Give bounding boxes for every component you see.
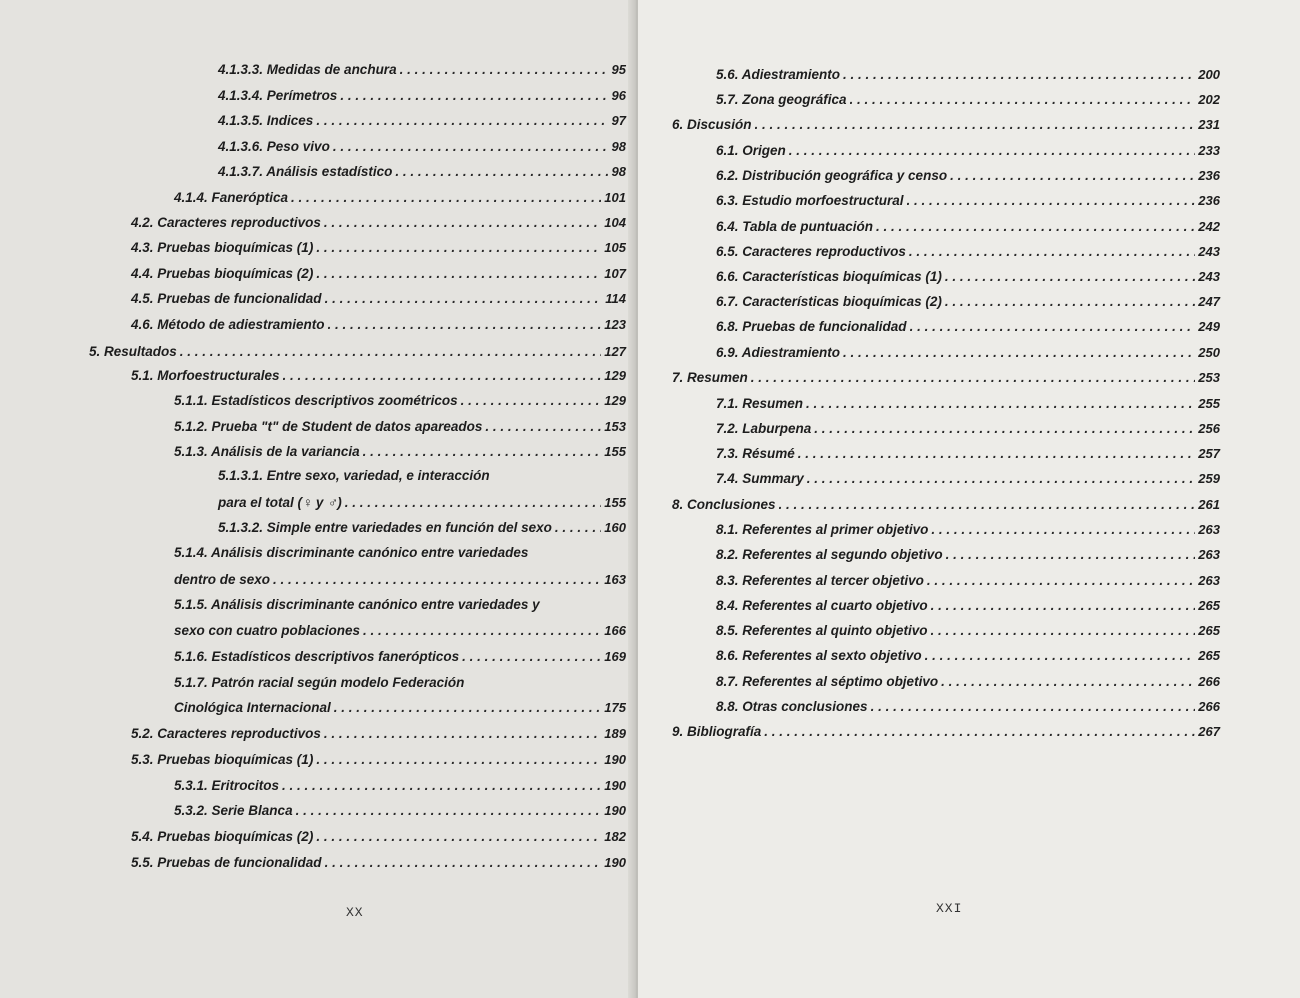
toc-entry[interactable] bbox=[218, 520, 626, 540]
toc-entry-label: 5.1.3.2. Simple entre variedades en función del sexo bbox=[218, 520, 552, 535]
toc-entry-label: 6.6. Características bioquímicas (1) bbox=[716, 269, 942, 284]
toc-entry-label: 8.8. Otras conclusiones bbox=[716, 699, 868, 714]
toc-entry-label: 5.5. Pruebas de funcionalidad bbox=[131, 855, 322, 870]
toc-entry-page: 242 bbox=[1198, 219, 1220, 234]
toc-entry-page: 166 bbox=[604, 623, 626, 638]
toc-entry[interactable] bbox=[174, 393, 626, 413]
toc-entry-page: 249 bbox=[1198, 319, 1220, 334]
toc-entry[interactable] bbox=[716, 219, 1220, 239]
toc-entry[interactable] bbox=[131, 266, 626, 286]
leader-dots bbox=[876, 219, 1195, 234]
toc-entry[interactable] bbox=[131, 829, 626, 849]
leader-dots bbox=[555, 520, 601, 535]
toc-entry-page: 114 bbox=[605, 291, 626, 306]
toc-entry-page: 123 bbox=[604, 317, 626, 332]
toc-entry[interactable] bbox=[716, 168, 1220, 188]
leader-dots bbox=[316, 240, 601, 255]
toc-entry-label: 4.1.3.4. Perímetros bbox=[218, 88, 338, 103]
leader-dots bbox=[333, 139, 609, 154]
toc-entry-page: 153 bbox=[604, 419, 626, 434]
toc-entry-label: 6.2. Distribución geográfica y censo bbox=[716, 168, 948, 183]
leader-dots bbox=[363, 623, 601, 638]
toc-entry[interactable] bbox=[716, 446, 1220, 466]
leader-dots bbox=[909, 244, 1195, 259]
toc-entry-page: 97 bbox=[611, 113, 626, 128]
toc-entry-label: 8.1. Referentes al primer objetivo bbox=[716, 522, 929, 537]
toc-entry-page: 247 bbox=[1198, 294, 1220, 309]
left-page bbox=[0, 0, 636, 998]
toc-entry-page: 243 bbox=[1198, 244, 1220, 259]
toc-entry[interactable] bbox=[716, 269, 1220, 289]
toc-entry[interactable] bbox=[131, 752, 626, 772]
toc-entry-page: 169 bbox=[604, 649, 626, 664]
toc-entry-label: 5.1. Morfoestructurales bbox=[131, 368, 280, 383]
toc-entry-label: 7. Resumen bbox=[672, 370, 748, 385]
toc-entry-label: 8.2. Referentes al segundo objetivo bbox=[716, 547, 943, 562]
leader-dots bbox=[764, 724, 1195, 739]
toc-entry-page: 259 bbox=[1198, 471, 1220, 486]
toc-entry-page: 107 bbox=[604, 266, 626, 281]
toc-entry[interactable] bbox=[716, 699, 1220, 719]
toc-entry-label: sexo con cuatro poblaciones bbox=[174, 623, 361, 638]
toc-entry-page: 182 bbox=[604, 829, 626, 844]
toc-entry-label: 8. Conclusiones bbox=[672, 497, 776, 512]
toc-entry-label: 6.4. Tabla de puntuación bbox=[716, 219, 874, 234]
toc-entry-page: 257 bbox=[1198, 446, 1220, 461]
leader-dots bbox=[751, 370, 1196, 385]
toc-entry[interactable] bbox=[131, 291, 626, 311]
toc-entry[interactable] bbox=[716, 143, 1220, 163]
leader-dots bbox=[843, 345, 1195, 360]
leader-dots bbox=[296, 803, 602, 818]
toc-entry-continued[interactable]: 5.1.5. Análisis discriminante canónico entre variedades y bbox=[174, 597, 540, 612]
toc-entry-label: para el total (♀ y ♂) bbox=[218, 495, 342, 510]
toc-entry-label: 6.5. Caracteres reproductivos bbox=[716, 244, 906, 259]
toc-entry-page: 267 bbox=[1198, 724, 1220, 739]
toc-entry-page: 243 bbox=[1198, 269, 1220, 284]
leader-dots bbox=[316, 752, 601, 767]
toc-entry-label: 6.9. Adiestramiento bbox=[716, 345, 841, 360]
leader-dots bbox=[316, 266, 601, 281]
toc-entry[interactable] bbox=[716, 294, 1220, 314]
toc-entry-page: 190 bbox=[604, 752, 626, 767]
toc-entry-page: 104 bbox=[604, 215, 626, 230]
toc-entry-page: 98 bbox=[611, 164, 626, 179]
toc-entry[interactable] bbox=[716, 67, 1220, 87]
leader-dots bbox=[400, 62, 609, 77]
leader-dots bbox=[273, 572, 601, 587]
toc-entry-page: 233 bbox=[1198, 143, 1220, 158]
toc-entry[interactable] bbox=[218, 88, 626, 108]
toc-entry[interactable] bbox=[716, 193, 1220, 213]
toc-entry-label: 5.3.2. Serie Blanca bbox=[174, 803, 293, 818]
toc-entry-label: 5. Resultados bbox=[89, 344, 177, 359]
leader-dots bbox=[325, 855, 602, 870]
page-number: XXI bbox=[936, 901, 963, 916]
leader-dots bbox=[283, 368, 602, 383]
toc-entry[interactable] bbox=[716, 598, 1220, 618]
toc-entry-page: 163 bbox=[604, 572, 626, 587]
toc-entry-page: 189 bbox=[604, 726, 626, 741]
toc-entry-page: 263 bbox=[1198, 522, 1220, 537]
toc-entry-page: 263 bbox=[1198, 547, 1220, 562]
toc-entry-label: 5.7. Zona geográfica bbox=[716, 92, 847, 107]
toc-entry-label: 5.6. Adiestramiento bbox=[716, 67, 841, 82]
toc-entry-page: 190 bbox=[604, 778, 626, 793]
toc-entry[interactable] bbox=[131, 368, 626, 388]
leader-dots bbox=[925, 648, 1196, 663]
toc-entry[interactable] bbox=[89, 344, 626, 364]
leader-dots bbox=[328, 317, 602, 332]
right-page bbox=[638, 0, 1300, 998]
toc-entry-page: 200 bbox=[1198, 67, 1220, 82]
toc-entry[interactable] bbox=[716, 573, 1220, 593]
toc-entry-label: 5.3. Pruebas bioquímicas (1) bbox=[131, 752, 314, 767]
toc-entry[interactable] bbox=[672, 724, 1220, 744]
leader-dots bbox=[814, 421, 1195, 436]
toc-entry-label: dentro de sexo bbox=[174, 572, 271, 587]
toc-entry-label: 5.1.6. Estadísticos descriptivos fanerópticos bbox=[174, 649, 460, 664]
leader-dots bbox=[779, 497, 1196, 512]
toc-entry-page: 98 bbox=[611, 139, 626, 154]
toc-entry[interactable] bbox=[174, 623, 626, 643]
toc-entry[interactable] bbox=[174, 572, 626, 592]
toc-entry-label: 7.1. Resumen bbox=[716, 396, 804, 411]
toc-entry-page: 175 bbox=[604, 700, 626, 715]
leader-dots bbox=[755, 117, 1196, 132]
toc-entry-label: 5.4. Pruebas bioquímicas (2) bbox=[131, 829, 314, 844]
toc-entry[interactable] bbox=[716, 471, 1220, 491]
toc-entry-page: 236 bbox=[1198, 168, 1220, 183]
leader-dots bbox=[807, 471, 1196, 486]
toc-entry-label: 5.1.1. Estadísticos descriptivos zoométricos bbox=[174, 393, 458, 408]
toc-entry-page: 263 bbox=[1198, 573, 1220, 588]
toc-entry-label: 6.1. Origen bbox=[716, 143, 786, 158]
toc-entry-label: 5.1.2. Prueba "t" de Student de datos apareados bbox=[174, 419, 483, 434]
leader-dots bbox=[931, 623, 1196, 638]
leader-dots bbox=[363, 444, 602, 459]
leader-dots bbox=[806, 396, 1195, 411]
toc-entry-label: 5.2. Caracteres reproductivos bbox=[131, 726, 321, 741]
toc-entry[interactable] bbox=[716, 244, 1220, 264]
leader-dots bbox=[946, 547, 1196, 562]
leader-dots bbox=[345, 495, 602, 510]
toc-entry-label: 7.4. Summary bbox=[716, 471, 804, 486]
toc-entry[interactable] bbox=[716, 547, 1220, 567]
toc-entry[interactable] bbox=[716, 92, 1220, 112]
toc-entry[interactable] bbox=[716, 319, 1220, 339]
toc-entry-page: 266 bbox=[1198, 699, 1220, 714]
toc-entry-page: 127 bbox=[604, 344, 626, 359]
leader-dots bbox=[461, 393, 602, 408]
toc-entry[interactable] bbox=[218, 164, 626, 184]
toc-entry[interactable] bbox=[716, 623, 1220, 643]
toc-entry-page: 202 bbox=[1198, 92, 1220, 107]
leader-dots bbox=[395, 164, 608, 179]
toc-entry-page: 265 bbox=[1198, 623, 1220, 638]
toc-entry[interactable] bbox=[672, 497, 1220, 517]
toc-entry[interactable] bbox=[131, 726, 626, 746]
toc-entry[interactable] bbox=[672, 117, 1220, 137]
toc-entry[interactable] bbox=[218, 62, 626, 82]
toc-entry-label: 4.1.3.7. Análisis estadístico bbox=[218, 164, 393, 179]
toc-entry-label: 4.2. Caracteres reproductivos bbox=[131, 215, 321, 230]
toc-entry-page: 160 bbox=[604, 520, 626, 535]
toc-entry-page: 256 bbox=[1198, 421, 1220, 436]
toc-entry-page: 190 bbox=[604, 855, 626, 870]
leader-dots bbox=[340, 88, 608, 103]
leader-dots bbox=[325, 291, 603, 306]
toc-entry-label: 8.3. Referentes al tercer objetivo bbox=[716, 573, 924, 588]
toc-entry[interactable] bbox=[174, 190, 626, 210]
leader-dots bbox=[462, 649, 601, 664]
toc-entry-page: 101 bbox=[604, 190, 626, 205]
toc-entry-label: 9. Bibliografía bbox=[672, 724, 762, 739]
leader-dots bbox=[931, 522, 1195, 537]
leader-dots bbox=[334, 700, 602, 715]
toc-entry-label: 4.1.3.6. Peso vivo bbox=[218, 139, 330, 154]
toc-entry[interactable] bbox=[174, 778, 626, 798]
toc-entry[interactable] bbox=[716, 345, 1220, 365]
toc-entry[interactable] bbox=[218, 113, 626, 133]
leader-dots bbox=[931, 598, 1196, 613]
leader-dots bbox=[798, 446, 1196, 461]
toc-entry-page: 261 bbox=[1198, 497, 1220, 512]
toc-entry-page: 265 bbox=[1198, 598, 1220, 613]
toc-entry[interactable] bbox=[672, 370, 1220, 390]
toc-entry-label: 5.3.1. Eritrocitos bbox=[174, 778, 280, 793]
toc-entry-label: 4.3. Pruebas bioquímicas (1) bbox=[131, 240, 314, 255]
leader-dots bbox=[945, 294, 1195, 309]
toc-entry-page: 236 bbox=[1198, 193, 1220, 208]
leader-dots bbox=[291, 190, 601, 205]
toc-entry-page: 253 bbox=[1198, 370, 1220, 385]
toc-entry-label: 4.4. Pruebas bioquímicas (2) bbox=[131, 266, 314, 281]
toc-entry-page: 266 bbox=[1198, 674, 1220, 689]
toc-entry-page: 129 bbox=[604, 393, 626, 408]
toc-entry-continued[interactable]: 5.1.7. Patrón racial según modelo Federación bbox=[174, 675, 465, 690]
toc-entry-page: 155 bbox=[604, 444, 626, 459]
toc-entry[interactable] bbox=[131, 317, 626, 337]
leader-dots bbox=[180, 344, 602, 359]
toc-entry[interactable] bbox=[716, 674, 1220, 694]
toc-entry-page: 265 bbox=[1198, 648, 1220, 663]
toc-entry-label: 4.5. Pruebas de funcionalidad bbox=[131, 291, 322, 306]
leader-dots bbox=[843, 67, 1195, 82]
toc-entry-page: 105 bbox=[604, 240, 626, 255]
leader-dots bbox=[927, 573, 1195, 588]
toc-entry-label: Cinológica Internacional bbox=[174, 700, 331, 715]
toc-entry[interactable] bbox=[131, 855, 626, 875]
toc-entry[interactable] bbox=[716, 396, 1220, 416]
toc-entry-label: 4.6. Método de adiestramiento bbox=[131, 317, 325, 332]
toc-entry-label: 4.1.3.5. Indices bbox=[218, 113, 314, 128]
toc-entry-continued[interactable]: 5.1.3.1. Entre sexo, variedad, e interacción bbox=[218, 468, 490, 483]
toc-entry-page: 129 bbox=[604, 368, 626, 383]
toc-entry[interactable] bbox=[174, 444, 626, 464]
toc-entry-page: 255 bbox=[1198, 396, 1220, 411]
toc-entry[interactable] bbox=[174, 700, 626, 720]
toc-entry-label: 8.5. Referentes al quinto objetivo bbox=[716, 623, 928, 638]
leader-dots bbox=[282, 778, 601, 793]
leader-dots bbox=[945, 269, 1195, 284]
toc-entry[interactable] bbox=[218, 139, 626, 159]
toc-entry-label: 8.6. Referentes al sexto objetivo bbox=[716, 648, 922, 663]
toc-entry-label: 7.3. Résumé bbox=[716, 446, 795, 461]
toc-entry-label: 5.1.3. Análisis de la variancia bbox=[174, 444, 360, 459]
leader-dots bbox=[789, 143, 1196, 158]
leader-dots bbox=[871, 699, 1196, 714]
toc-entry-continued[interactable]: 5.1.4. Análisis discriminante canónico entre variedades bbox=[174, 545, 529, 560]
leader-dots bbox=[941, 674, 1195, 689]
toc-entry[interactable] bbox=[131, 240, 626, 260]
toc-entry-label: 6.7. Características bioquímicas (2) bbox=[716, 294, 942, 309]
toc-entry-label: 6. Discusión bbox=[672, 117, 752, 132]
toc-entry[interactable] bbox=[174, 803, 626, 823]
leader-dots bbox=[316, 829, 601, 844]
toc-entry-label: 8.7. Referentes al séptimo objetivo bbox=[716, 674, 939, 689]
toc-entry[interactable] bbox=[218, 495, 626, 515]
toc-entry-label: 6.3. Estudio morfoestructural bbox=[716, 193, 904, 208]
toc-entry-page: 95 bbox=[611, 62, 626, 77]
toc-entry-page: 250 bbox=[1198, 345, 1220, 360]
leader-dots bbox=[950, 168, 1195, 183]
toc-entry[interactable] bbox=[716, 522, 1220, 542]
toc-entry-label: 4.1.3.3. Medidas de anchura bbox=[218, 62, 397, 77]
toc-entry-page: 231 bbox=[1198, 117, 1220, 132]
toc-entry[interactable] bbox=[716, 648, 1220, 668]
leader-dots bbox=[324, 215, 601, 230]
leader-dots bbox=[324, 726, 601, 741]
toc-entry[interactable] bbox=[716, 421, 1220, 441]
leader-dots bbox=[316, 113, 608, 128]
leader-dots bbox=[485, 419, 601, 434]
toc-entry-label: 8.4. Referentes al cuarto objetivo bbox=[716, 598, 928, 613]
toc-entry-label: 7.2. Laburpena bbox=[716, 421, 812, 436]
leader-dots bbox=[907, 193, 1196, 208]
toc-entry-page: 155 bbox=[604, 495, 626, 510]
toc-entry[interactable] bbox=[174, 419, 626, 439]
page-number: XX bbox=[346, 905, 364, 920]
toc-entry-page: 190 bbox=[604, 803, 626, 818]
toc-entry-label: 4.1.4. Faneróptica bbox=[174, 190, 289, 205]
leader-dots bbox=[910, 319, 1196, 334]
leader-dots bbox=[850, 92, 1196, 107]
toc-entry-label: 6.8. Pruebas de funcionalidad bbox=[716, 319, 907, 334]
toc-entry[interactable] bbox=[174, 649, 626, 669]
toc-entry[interactable] bbox=[131, 215, 626, 235]
toc-entry-page: 96 bbox=[611, 88, 626, 103]
